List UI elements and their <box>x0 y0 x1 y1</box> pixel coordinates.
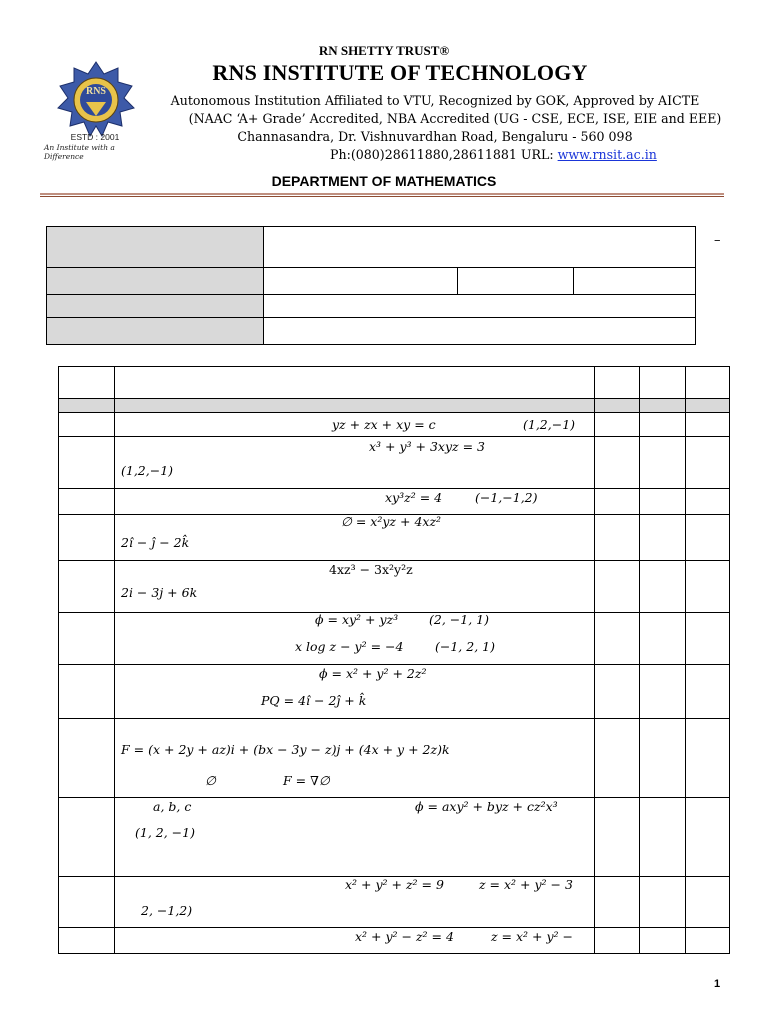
row-divider <box>59 398 729 399</box>
institute-logo <box>52 60 140 138</box>
column-divider <box>639 367 640 953</box>
row-divider <box>59 412 729 413</box>
question-table <box>58 366 730 954</box>
q5-equation: 4xz³ − 3x²y²z <box>329 562 413 577</box>
row-divider <box>59 664 729 665</box>
q8-potential: ∅ <box>205 773 216 788</box>
row-divider <box>59 560 729 561</box>
q8-vector-field: F = (x + 2y + az)i + (bx − 3y − z)j + (4x + y + 2z)k <box>121 742 450 757</box>
page-number: 1 <box>714 978 721 990</box>
institute-motto: An Institute with a Difference <box>44 143 115 161</box>
q9-point: (1, 2, −1) <box>135 825 195 840</box>
q6-scalar-field: ϕ = xy² + yz³ <box>315 612 399 627</box>
info-value-cell <box>264 227 721 268</box>
q11-surface1: x² + y² − z² = 4 <box>355 929 454 944</box>
affiliation-line: Autonomous Institution Affiliated to VTU, Recognized by GOK, Approved by AICTE <box>170 93 700 108</box>
q1-point: (1,2,−1) <box>523 417 576 432</box>
header-rule-dark <box>40 196 724 197</box>
column-divider <box>114 367 115 953</box>
q2-equation: x³ + y³ + 3xyz = 3 <box>369 439 485 454</box>
info-label-cell <box>47 295 264 318</box>
q6-surface: x log z − y² = −4 <box>295 639 404 654</box>
row-divider <box>59 797 729 798</box>
trust-name: RN SHETTY TRUST® <box>318 43 450 58</box>
row-divider <box>59 718 729 719</box>
q10-paraboloid: z = x² + y² − 3 <box>479 877 573 892</box>
q6-point: (2, −1, 1) <box>429 612 489 627</box>
logo-text: RNS <box>85 86 107 97</box>
department-title: DEPARTMENT OF MATHEMATICS <box>271 173 497 189</box>
q2-point: (1,2,−1) <box>121 463 174 478</box>
info-value-cell <box>458 268 574 295</box>
established-year: ESTD : 2001 <box>70 132 120 142</box>
row-divider <box>59 927 729 928</box>
address-line: Channasandra, Dr. Vishnuvardhan Road, Bengaluru - 560 098 <box>237 129 633 144</box>
info-value-cell <box>574 268 695 295</box>
q6-surface-point: (−1, 2, 1) <box>435 639 495 654</box>
q8-relation: F = ∇∅ <box>283 773 330 788</box>
row-divider <box>59 488 729 489</box>
q9-equation: ϕ = axy² + byz + cz²x³ <box>415 799 558 814</box>
website-link[interactable]: www.rnsit.ac.in <box>557 147 657 162</box>
contact-line <box>330 147 750 162</box>
info-label-cell <box>47 318 264 344</box>
q1-equation: yz + zx + xy = c <box>332 417 436 432</box>
q7-scalar-field: ϕ = x² + y² + 2z² <box>319 666 427 681</box>
q4-direction: 2î − ĵ − 2k̂ <box>121 535 190 550</box>
row-divider <box>59 436 729 437</box>
info-table <box>46 226 721 345</box>
info-label-cell <box>47 227 264 268</box>
info-value-cell <box>264 268 458 295</box>
title-dash: – <box>714 233 721 248</box>
table-header-band <box>59 398 729 412</box>
institute-name: RNS INSTITUTE OF TECHNOLOGY <box>212 60 588 85</box>
q3-point: (−1,−1,2) <box>475 490 538 505</box>
info-value-cell <box>264 295 695 318</box>
q10-point: 2, −1,2) <box>141 903 193 918</box>
q10-sphere: x² + y² + z² = 9 <box>345 877 444 892</box>
q11-surface2: z = x² + y² − <box>491 929 574 944</box>
phone-text: Ph:(080)28611880,28611881 URL: <box>330 147 558 162</box>
header-rule <box>40 193 724 195</box>
q9-constants: a, b, c <box>153 799 192 814</box>
column-divider <box>685 367 686 953</box>
q3-equation: xy³z² = 4 <box>385 490 443 505</box>
q4-equation: ∅ = x²yz + 4xz² <box>341 514 442 529</box>
q7-vector-pq: PQ = 4î − 2ĵ + k̂ <box>261 693 367 708</box>
q5-direction: 2i − 3j + 6k <box>121 585 198 600</box>
column-divider <box>594 367 595 953</box>
info-value-cell <box>264 318 695 344</box>
info-label-cell <box>47 268 264 295</box>
accreditation-line: (NAAC ‘A+ Grade’ Accredited, NBA Accredited (UG - CSE, ECE, ISE, EIE and EEE) <box>188 111 722 126</box>
